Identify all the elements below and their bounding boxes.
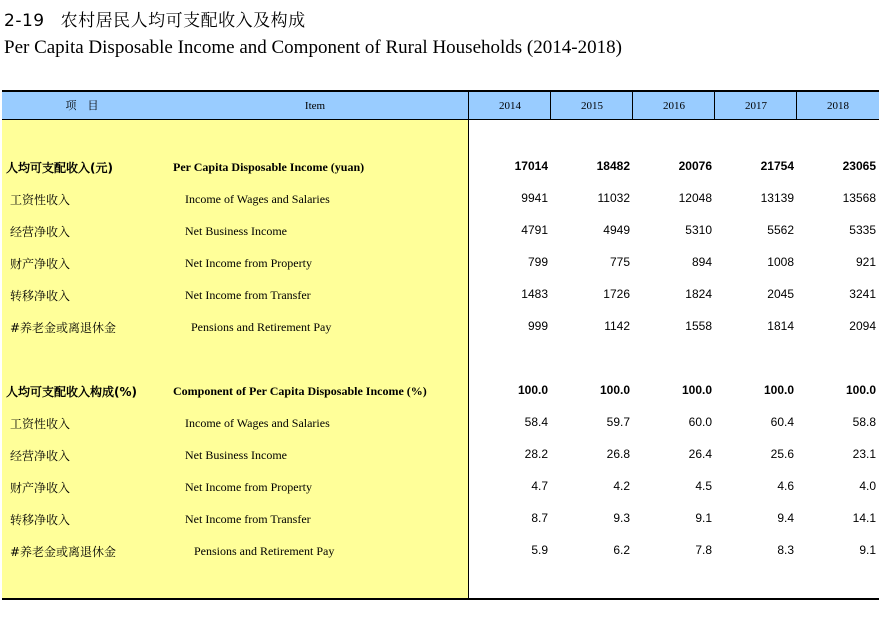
cell-value: 1726	[603, 287, 630, 301]
row-label-cn: 人均可支配收入(元)	[6, 161, 113, 175]
cell-value: 100.0	[681, 383, 712, 397]
row-label-cn: 工资性收入	[10, 193, 71, 207]
table-title-cn	[4, 6, 306, 31]
header-item-cn: 项 目	[65, 100, 99, 112]
table-row	[0, 511, 879, 531]
cell-value: 18482	[596, 159, 630, 173]
row-label-cn: 转移净收入	[10, 289, 71, 303]
row-label-en: Per Capita Disposable Income (yuan)	[173, 160, 365, 174]
row-label-en: Income of Wages and Salaries	[185, 192, 330, 206]
table-row	[0, 191, 879, 211]
cell-value: 11032	[597, 191, 630, 205]
row-label-cn: 人均可支配收入构成(%)	[6, 385, 137, 399]
cell-value: 2094	[849, 319, 876, 333]
cell-value: 1558	[685, 319, 712, 333]
cell-value: 13568	[842, 191, 876, 205]
cell-value: 26.4	[688, 447, 712, 461]
cell-value: 21754	[760, 159, 794, 173]
table-bottom-rule	[2, 598, 879, 600]
cell-value: 4791	[521, 223, 548, 237]
cell-value: 1483	[521, 287, 548, 301]
cell-value: 4.7	[531, 479, 548, 493]
cell-value: 775	[609, 255, 630, 269]
cell-value: 4.5	[695, 479, 712, 493]
header-year: 2017	[745, 100, 767, 112]
cell-value: 2045	[767, 287, 794, 301]
row-label-cn: 经营净收入	[10, 225, 71, 239]
cell-value: 5.9	[531, 543, 548, 557]
cell-value: 799	[527, 255, 548, 269]
cell-value: 921	[855, 255, 876, 269]
row-label-cn: 经营净收入	[10, 449, 71, 463]
cell-value: 100.0	[599, 383, 630, 397]
cell-value: 23065	[842, 159, 876, 173]
cell-value: 23.1	[852, 447, 876, 461]
table-row	[0, 159, 879, 179]
table-row	[0, 479, 879, 499]
cell-value: 894	[691, 255, 712, 269]
header-item-en: Item	[304, 100, 326, 112]
cell-value: 3241	[849, 287, 876, 301]
cell-value: 5562	[767, 223, 794, 237]
cell-value: 1008	[767, 255, 794, 269]
header-year: 2015	[581, 100, 603, 112]
cell-value: 100.0	[517, 383, 548, 397]
cell-value: 14.1	[852, 511, 876, 525]
table-row	[0, 543, 879, 563]
row-label-en: Pensions and Retirement Pay	[194, 544, 335, 558]
row-label-en: Income of Wages and Salaries	[185, 416, 330, 430]
table-header	[2, 90, 879, 120]
cell-value: 12048	[678, 191, 712, 205]
row-label-en: Net Business Income	[185, 224, 287, 238]
row-label-en: Component of Per Capita Disposable Income (%)	[173, 384, 427, 398]
row-label-cn: 转移净收入	[10, 513, 71, 527]
row-label-en: Net Business Income	[185, 448, 287, 462]
table-number: 2-19	[4, 11, 45, 31]
cell-value: 9.1	[859, 543, 876, 557]
cell-value: 25.6	[770, 447, 794, 461]
cell-value: 8.3	[777, 543, 794, 557]
row-label-en: Net Income from Property	[185, 256, 312, 270]
table-row	[0, 319, 879, 339]
cell-value: 60.0	[688, 415, 712, 429]
row-label-en: Net Income from Transfer	[185, 512, 311, 526]
header-year: 2018	[827, 100, 849, 112]
cell-value: 100.0	[845, 383, 876, 397]
row-label-cn: #养老金或离退休金	[10, 321, 117, 335]
table-row	[0, 415, 879, 435]
row-label-cn: 工资性收入	[10, 417, 71, 431]
cell-value: 100.0	[763, 383, 794, 397]
row-label-en: Net Income from Transfer	[185, 288, 311, 302]
row-label-cn: #养老金或离退休金	[10, 545, 117, 559]
cell-value: 26.8	[606, 447, 630, 461]
cell-value: 4.0	[859, 479, 876, 493]
cell-value: 4.2	[613, 479, 630, 493]
table-row	[0, 287, 879, 307]
cell-value: 58.4	[524, 415, 548, 429]
cell-value: 9941	[521, 191, 548, 205]
table-row	[0, 223, 879, 243]
header-year: 2014	[499, 100, 521, 112]
row-label-cn: 财产净收入	[10, 481, 71, 495]
cell-value: 9.1	[695, 511, 712, 525]
cell-value: 4949	[603, 223, 630, 237]
cell-value: 7.8	[695, 543, 712, 557]
row-label-cn: 财产净收入	[10, 257, 71, 271]
cell-value: 999	[527, 319, 548, 333]
cell-value: 1142	[604, 319, 630, 333]
table-row	[0, 255, 879, 275]
cell-value: 6.2	[613, 543, 630, 557]
header-year: 2016	[663, 100, 685, 112]
row-label-en: Pensions and Retirement Pay	[191, 320, 332, 334]
cell-value: 58.8	[852, 415, 876, 429]
cell-value: 5310	[685, 223, 712, 237]
cell-value: 60.4	[770, 415, 794, 429]
table-row	[0, 447, 879, 467]
cell-value: 59.7	[606, 415, 630, 429]
table-title-en: Per Capita Disposable Income and Component of Rural Households (2014-2018)	[4, 37, 622, 58]
cell-value: 20076	[678, 159, 712, 173]
cell-value: 9.3	[613, 511, 630, 525]
cell-value: 17014	[514, 159, 548, 173]
cell-value: 1814	[767, 319, 794, 333]
cell-value: 8.7	[531, 511, 548, 525]
title-cn-text: 农村居民人均可支配收入及构成	[60, 11, 306, 31]
cell-value: 4.6	[777, 479, 794, 493]
cell-value: 28.2	[524, 447, 548, 461]
cell-value: 1824	[685, 287, 712, 301]
cell-value: 5335	[849, 223, 876, 237]
table-row	[0, 383, 879, 403]
row-label-en: Net Income from Property	[185, 480, 312, 494]
cell-value: 13139	[760, 191, 794, 205]
cell-value: 9.4	[777, 511, 794, 525]
